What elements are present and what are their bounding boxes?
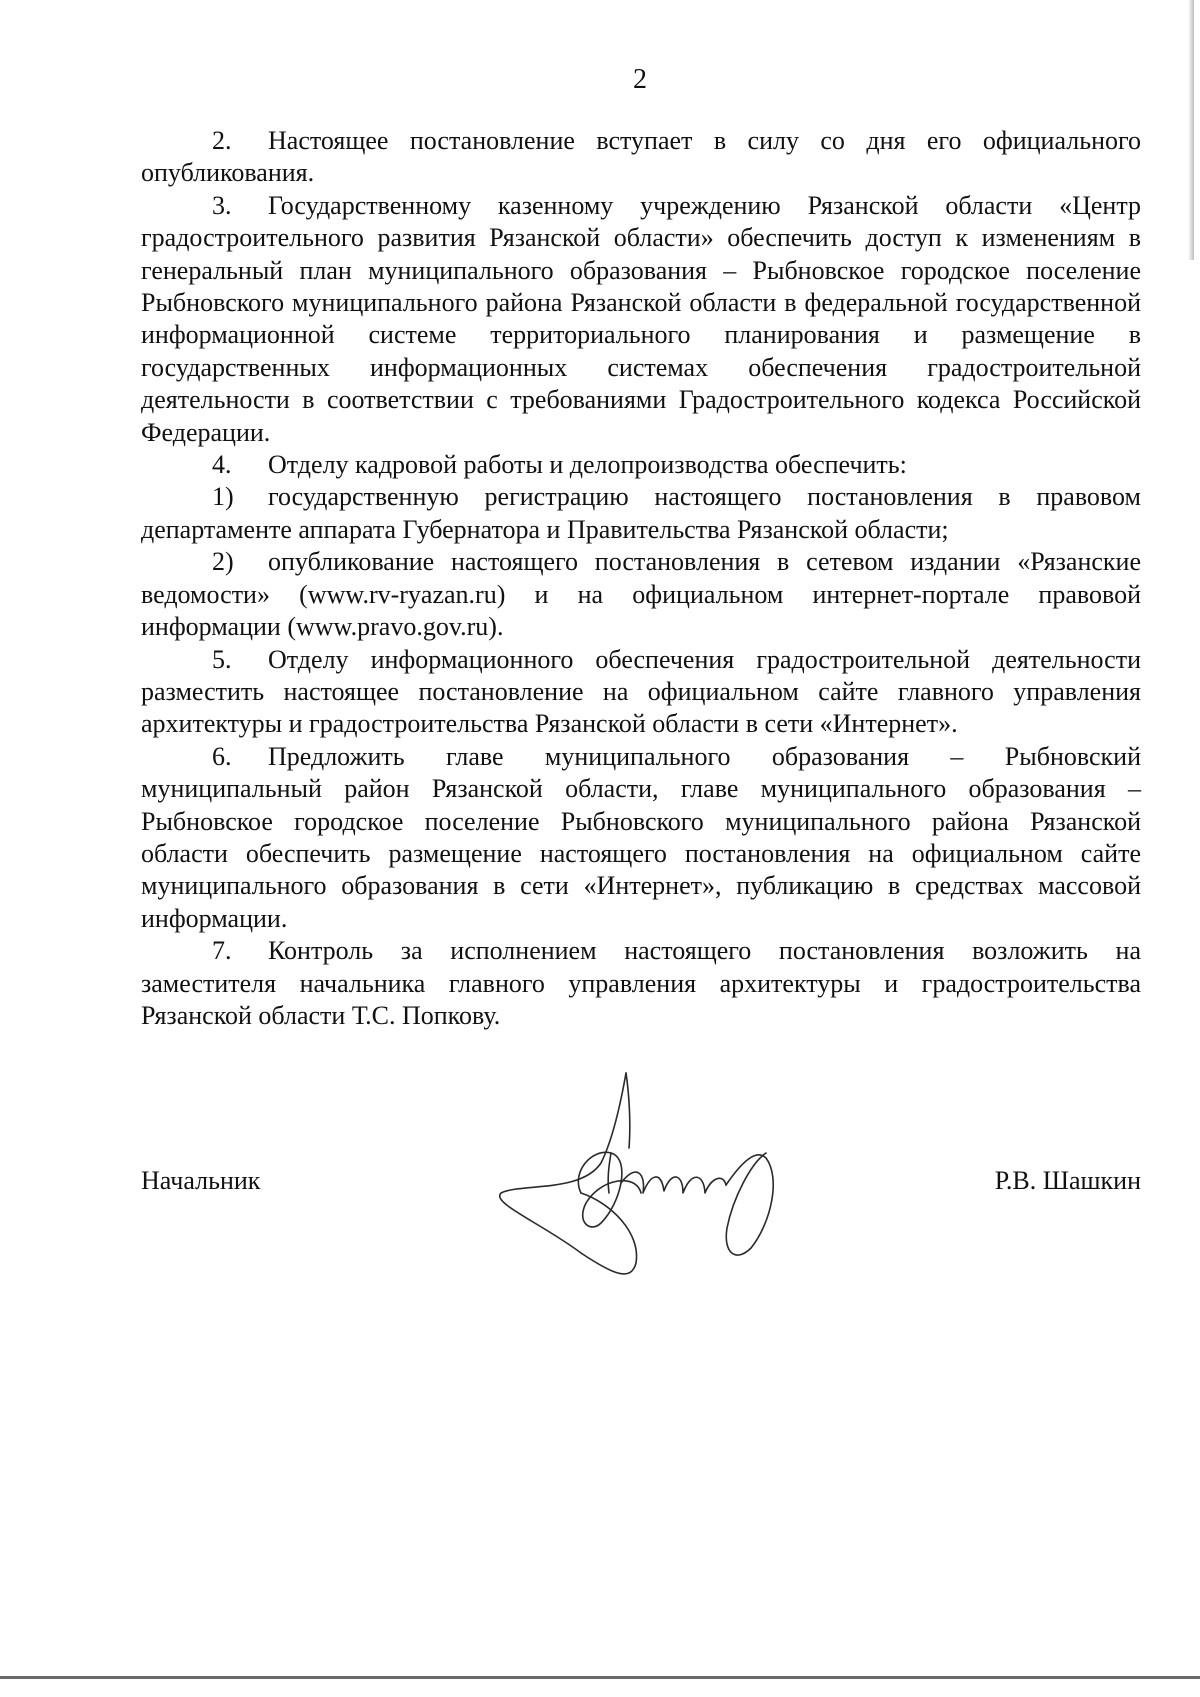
signatory-title: Начальник bbox=[141, 1166, 261, 1195]
paragraph-text: Отделу кадровой работы и делопроизводства обеспечить: bbox=[268, 450, 907, 480]
paragraph-text: Контроль за исполнением настоящего постановления возложить на заместителя начальника главного управления архитектуры и градостроительства Рязанской области Т.С. Попкову. bbox=[141, 936, 1141, 1030]
paragraph-text: Отделу информационного обеспечения градостроительной деятельности разместить настоящее постановление на официальном сайте главного управления архитектуры и градостроительства Рязанской области в сети «Интернет». bbox=[141, 644, 1141, 739]
document-body bbox=[141, 125, 1141, 1032]
page-number: 2 bbox=[633, 64, 647, 95]
signatory-name: Р.В. Шашкин bbox=[994, 1166, 1141, 1195]
paragraph-number: 6. bbox=[212, 741, 232, 771]
paragraph-text: государственную регистрацию настоящего постановления в правовом департаменте аппарата Губернатора и Правительства Рязанской области; bbox=[141, 482, 1141, 544]
paragraph-number: 2) bbox=[212, 547, 234, 577]
paragraph-number: 4. bbox=[212, 450, 232, 480]
paragraph-number: 1) bbox=[212, 482, 234, 512]
paragraph-6 bbox=[141, 741, 1141, 935]
paragraph-text: Государственному казенному учреждению Рязанской области «Центр градостроительного развития Рязанской области» обеспечить доступ к изменениям в генеральный план муниципального образования – Рыбновское городское поселение Рыбновского муниципального района Рязанской области в федеральной государственной информационной системе территориального планирования и размещение в государственных информационных системах обеспечения градостроительной деятельности в соответствии с требованиями Градостроительного кодекса Российской Федерации. bbox=[141, 190, 1141, 447]
paragraph-5 bbox=[141, 644, 1141, 741]
paragraph-number: 7. bbox=[212, 936, 232, 966]
paragraph-text: Предложить главе муниципального образования – Рыбновский муниципальный район Рязанской области, главе муниципального образования – Рыбновское городское поселение Рыбновского муниципального района Рязанской области обеспечить размещение настоящего постановления на официальном сайте муниципального образования в сети «Интернет», публикацию в средствах массовой информации. bbox=[141, 741, 1141, 933]
handwritten-signature-icon bbox=[461, 1053, 791, 1293]
scan-edge-shadow bbox=[1188, 0, 1194, 260]
paragraph-number: 3. bbox=[212, 190, 232, 220]
paragraph-3 bbox=[141, 190, 1141, 449]
paragraph-text: Настоящее постановление вступает в силу со дня его официального опубликования. bbox=[141, 126, 1141, 188]
paragraph-number: 2. bbox=[212, 126, 232, 155]
subparagraph-4-1 bbox=[141, 481, 1141, 546]
scan-edge-line bbox=[0, 1676, 1200, 1679]
paragraph-4 bbox=[141, 449, 1141, 481]
paragraph-2 bbox=[141, 125, 1141, 190]
paragraph-7 bbox=[141, 935, 1141, 1032]
subparagraph-4-2 bbox=[141, 546, 1141, 643]
paragraph-number: 5. bbox=[212, 644, 232, 674]
paragraph-text: опубликование настоящего постановления в сетевом издании «Рязанские ведомости» (www.rv-ryazan.ru) и на официальном интернет-портале правовой информации (www.pravo.gov.ru). bbox=[141, 547, 1141, 642]
signature-block bbox=[141, 1163, 1141, 1313]
